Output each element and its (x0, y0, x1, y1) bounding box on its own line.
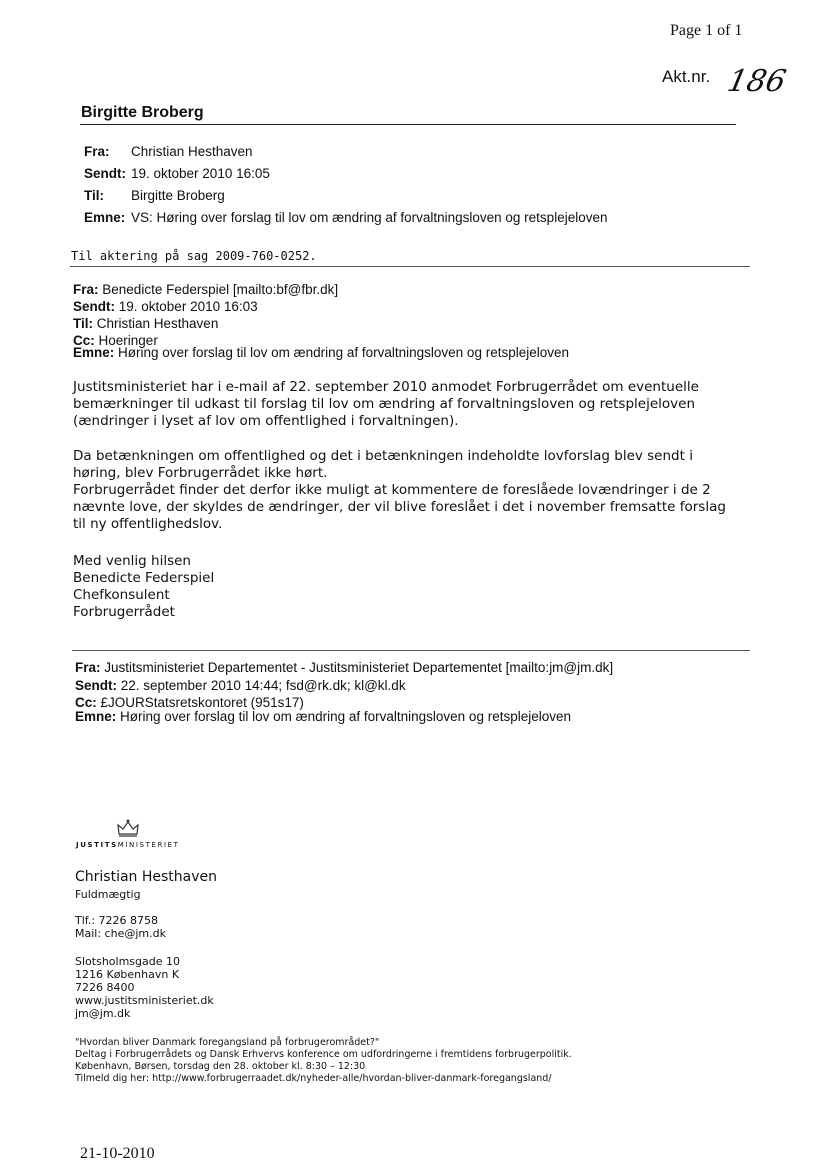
conference-notice: "Hvordan bliver Danmark foregangsland på forbrugerområdet?" Deltag i Forbrugerrådets og Dansk Erhvervs konference om udfordringerne i fremtidens forbrugerpolitik. København, Børsen, torsdag den 28. oktober kl. 8:30 – 12:30 Tilmeld dig her: http://www.forbrugerraadet.dk/nyheder-alle/hvordan-bliver-danmark-foregangsland/ (75, 1037, 572, 1084)
sender-contact: Tlf.: 7226 8758 Mail: che@jm.dk (75, 914, 166, 940)
fwd1-from: Fra: Benedicte Federspiel [mailto:bf@fbr.dk] (73, 282, 339, 297)
fwd2-from: Fra: Justitsministeriet Departementet - Justitsministeriet Departementet [mailto:jm@jm.dk] (75, 660, 614, 675)
body-paragraph-2: Da betænkningen om offentlighed og det i betænkningen indeholdte lovforslag blev sendt i høring, blev Forbrugerrådet ikke hørt. Forbrugerrådet finder det derfor ikke muligt at kommentere de foreslåede lovændringer i de 2 nævnte love, der skyldes de ændringer, der vil blive foreslået i det i november fremsatte forslag til ny offentlighedslov. (73, 448, 726, 532)
fwd2-subject: Emne: Høring over forslag til lov om ændring af forvaltningsloven og retsplejeloven (75, 709, 572, 724)
fwd2-sent: Sendt: 22. september 2010 14:44; fsd@rk.dk; kl@kl.dk (75, 678, 406, 693)
akt-number-handwritten: 186 (724, 64, 789, 99)
fwd1-to: Til: Christian Hesthaven (73, 316, 219, 331)
crown-icon (116, 818, 140, 838)
forward-divider-2 (72, 650, 750, 651)
from-value: Christian Hesthaven (131, 144, 253, 159)
page-number: Page 1 of 1 (670, 22, 743, 39)
sender-name: Christian Hesthaven (75, 869, 218, 885)
forward-divider (70, 266, 750, 267)
from-label: Fra: (84, 144, 110, 159)
fwd1-subject: Emne: Høring over forslag til lov om ændring af forvaltningsloven og retsplejeloven (73, 345, 570, 360)
filing-note: Til aktering på sag 2009-760-0252. (71, 249, 317, 263)
subject-label: Emne: (84, 210, 126, 225)
date-stamp: 21-10-2010 (80, 1145, 155, 1162)
ministry-logo: JUSTITSMINISTERIET (76, 841, 180, 849)
header-divider (80, 124, 736, 125)
to-value: Birgitte Broberg (131, 188, 225, 203)
sent-value: 19. oktober 2010 16:05 (131, 166, 270, 181)
subject-value: VS: Høring over forslag til lov om ændring af forvaltningsloven og retsplejeloven (131, 210, 608, 225)
to-label: Til: (84, 188, 104, 203)
sent-label: Sendt: (84, 166, 126, 181)
fwd2-cc: Cc: £JOURStatsretskontoret (951s17) (75, 695, 304, 710)
fwd1-cc: Cc: Hoeringer (73, 333, 158, 348)
body-paragraph-1: Justitsministeriet har i e-mail af 22. september 2010 anmodet Forbrugerrådet om eventuelle bemærkninger til udkast til forslag til lov om ændring af forvaltningsloven og retsplejeloven (ændringer i lyset af lov om offentlighed i forvaltningen). (73, 379, 699, 429)
sender-address: Slotsholmsgade 10 1216 København K 7226 8400 www.justitsministeriet.dk jm@jm.dk (75, 955, 214, 1020)
fwd1-sent: Sendt: 19. oktober 2010 16:03 (73, 299, 258, 314)
closing-signature: Med venlig hilsen Benedicte Federspiel Chefkonsulent Forbrugerrådet (73, 553, 215, 620)
sender-title: Fuldmægtig (75, 888, 141, 901)
recipient-name: Birgitte Broberg (81, 104, 204, 121)
akt-label: Akt.nr. (662, 67, 711, 86)
